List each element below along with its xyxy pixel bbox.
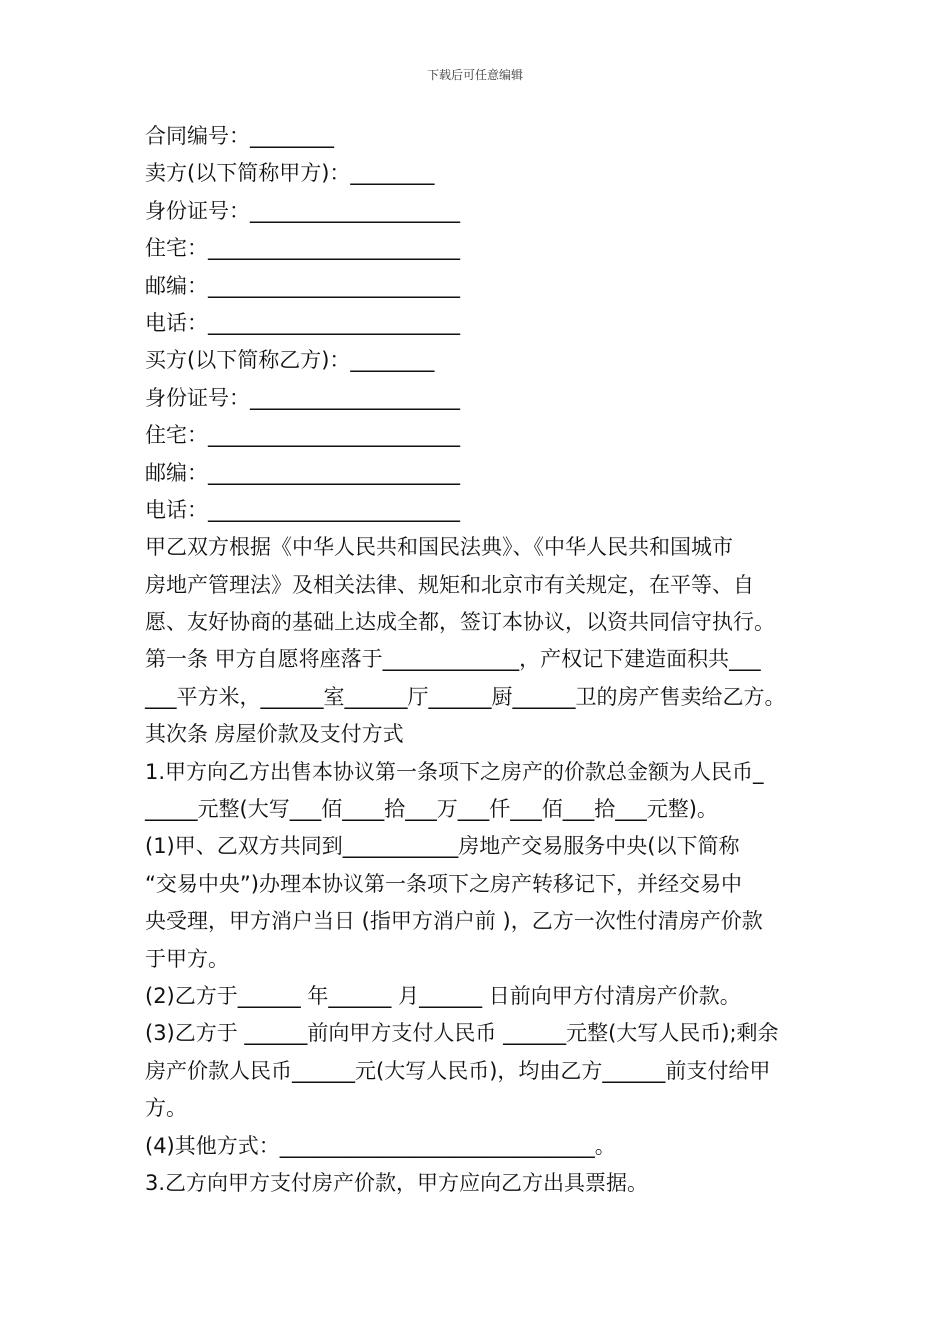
clause-1-3-line: (3)乙方于 ______前向甲方支付人民币 ______元整(大写人民币);剩余 xyxy=(145,1021,779,1046)
article-one-line: 第一条 甲方自愿将座落于_____________，产权记下建造面积共___ xyxy=(145,647,761,672)
page-header-note: 下载后可任意编辑 xyxy=(426,68,523,82)
seller-id-line: 身份证号：____________________ xyxy=(145,198,460,223)
clause-1-4-line: (4)其他方式：______________________________。 xyxy=(145,1133,616,1158)
preamble-line: 甲乙双方根据《中华人民共和国民法典》、《中华人民共和国城市 xyxy=(145,535,733,560)
buyer-id-line: 身份证号：____________________ xyxy=(145,385,460,410)
buyer-postcode-line: 邮编：________________________ xyxy=(145,460,460,485)
clause-1-1-line: 央受理，甲方消户当日 (指甲方消户前 )，乙方一次性付清房产价款 xyxy=(145,909,763,934)
preamble-line: 房地产管理法》及相关法律、规矩和北京市有关规定，在平等、自 xyxy=(145,572,754,597)
seller-address-line: 住宅：________________________ xyxy=(145,236,460,261)
clause-1-line: _____元整(大写___佰____拾___万___仟___佰___拾___元整)。 xyxy=(145,797,718,822)
buyer-phone-line: 电话：________________________ xyxy=(145,497,460,522)
article-two-heading: 其次条 房屋价款及支付方式 xyxy=(145,722,404,747)
clause-1-1-line: 于甲方。 xyxy=(145,946,229,971)
seller-phone-line: 电话：________________________ xyxy=(145,310,460,335)
buyer-line: 买方(以下简称乙方)：________ xyxy=(145,348,435,373)
clause-1-line: 1.甲方向乙方出售本协议第一条项下之房产的价款总金额为人民币_ xyxy=(145,759,764,784)
clause-1-2-line: (2)乙方于______ 年______ 月______ 日前向甲方付清房产价款。 xyxy=(145,983,741,1008)
clause-3-line: 3.乙方向甲方支付房产价款，甲方应向乙方出具票据。 xyxy=(145,1170,649,1195)
clause-1-3-line: 方。 xyxy=(145,1096,187,1121)
clause-1-3-line: 房产价款人民币______元(大写人民币)，均由乙方______前支付给甲 xyxy=(145,1058,771,1083)
seller-line: 卖方(以下简称甲方)：________ xyxy=(145,161,435,186)
seller-postcode-line: 邮编：________________________ xyxy=(145,273,460,298)
buyer-address-line: 住宅：________________________ xyxy=(145,423,460,448)
clause-1-1-line: “交易中央”)办理本协议第一条项下之房产转移记下，并经交易中 xyxy=(145,871,742,896)
clause-1-1-line: (1)甲、乙双方共同到___________房地产交易服务中央(以下简称 xyxy=(145,834,740,859)
preamble-line: 愿、友好协商的基础上达成全都，签订本协议，以资共同信守执行。 xyxy=(145,610,775,635)
contract-body xyxy=(145,118,817,1202)
contract-number-line: 合同编号：________ xyxy=(145,124,334,148)
article-one-line: ___平方米，______室______厅______厨______卫的房产售卖给乙方。 xyxy=(145,684,786,709)
